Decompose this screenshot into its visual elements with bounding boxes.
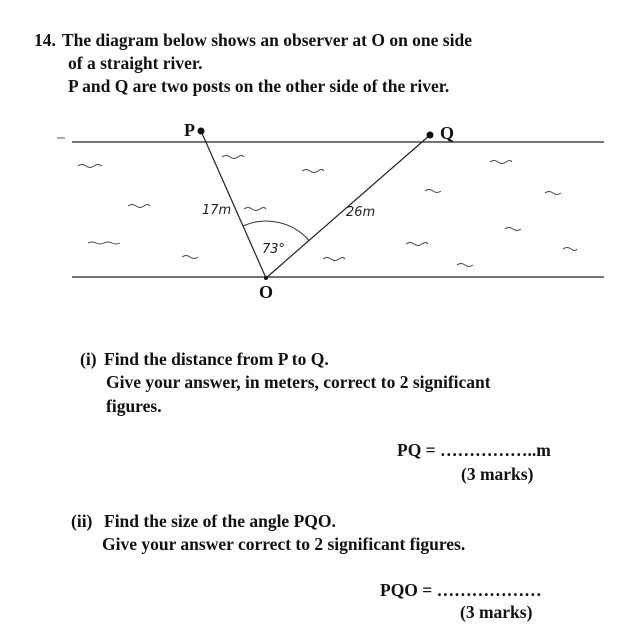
angle-arc [243, 221, 309, 240]
question-line-1: The diagram below shows an observer at O on one side [62, 30, 472, 50]
post-q-dot [427, 132, 434, 139]
observer-o-dot [264, 276, 268, 280]
water-ripples [57, 138, 577, 267]
part-i-label: (i) [80, 349, 97, 369]
question-number: 14. [34, 30, 56, 50]
question-line-2: of a straight river. [68, 53, 203, 73]
length-oq-label: 26m [346, 205, 376, 220]
part-i-marks: (3 marks) [461, 464, 534, 484]
label-q: Q [440, 123, 455, 143]
length-op-label: 17m [202, 203, 232, 218]
part-ii-marks: (3 marks) [460, 602, 533, 622]
question-line-3: P and Q are two posts on the other side of the river. [68, 76, 450, 96]
post-p-dot [198, 128, 205, 135]
part-ii-answer-line: PQO = ……………… [380, 580, 542, 600]
part-ii-line-1: Find the size of the angle PQO. [104, 511, 336, 531]
part-ii-label: (ii) [71, 511, 93, 531]
part-i-line-3: figures. [106, 396, 162, 416]
angle-poq-label: 73° [262, 242, 286, 257]
label-p: P [184, 120, 195, 140]
part-i-line-2: Give your answer, in meters, correct to 2 significant [106, 372, 491, 392]
part-i-answer-line: PQ = ……………..m [397, 440, 551, 460]
river-diagram [0, 115, 638, 305]
label-o: O [259, 282, 274, 302]
part-ii-line-2: Give your answer correct to 2 significant figures. [102, 534, 466, 554]
part-i-line-1: Find the distance from P to Q. [104, 349, 329, 369]
